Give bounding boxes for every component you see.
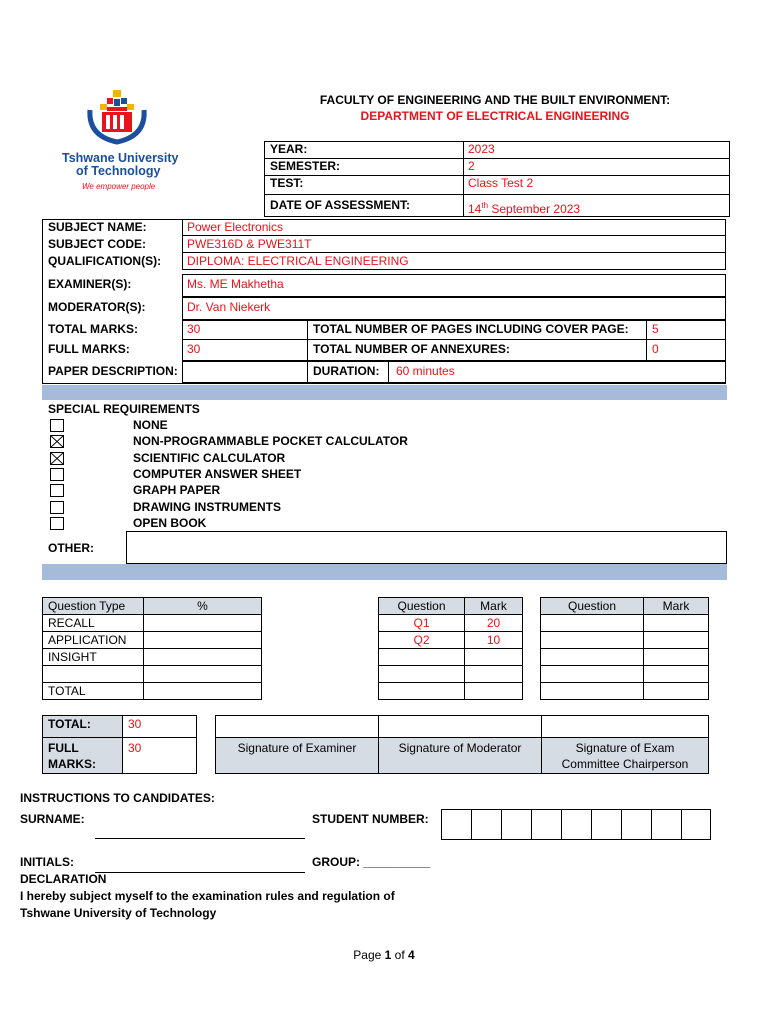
- requirement-checkbox[interactable]: [50, 484, 64, 497]
- initials-label: INITIALS:: [20, 855, 74, 869]
- semester-value: 2: [468, 159, 475, 173]
- logo-name-line2: of Technology: [76, 164, 161, 178]
- declaration-line-2: Tshwane University of Technology: [20, 906, 217, 920]
- examiner-signature-field[interactable]: [215, 715, 379, 738]
- pages-value: 5: [652, 322, 659, 336]
- requirement-checkbox[interactable]: [50, 435, 64, 448]
- other-input[interactable]: [126, 531, 727, 564]
- subject-code-value: PWE316D & PWE311T: [187, 237, 312, 251]
- student-number-boxes[interactable]: [441, 809, 711, 840]
- total-marks-label: TOTAL MARKS:: [48, 322, 138, 336]
- qtype-header-type: Question Type: [43, 598, 144, 615]
- year-value: 2023: [468, 142, 495, 156]
- question-type-table: [42, 597, 262, 700]
- requirements-title: SPECIAL REQUIREMENTS: [48, 402, 200, 416]
- qtype-total-value[interactable]: [144, 683, 262, 700]
- page-indicator: Page 1 of 4: [353, 948, 415, 962]
- totals-full-value: 30: [128, 741, 142, 755]
- qmark2-header-mark: Mark: [644, 598, 709, 615]
- subject-code-label: SUBJECT CODE:: [48, 237, 147, 251]
- student-number-label: STUDENT NUMBER:: [312, 812, 429, 826]
- test-value: Class Test 2: [468, 176, 534, 190]
- department-title: DEPARTMENT OF ELECTRICAL ENGINEERING: [360, 109, 630, 123]
- logo-tagline: We empower people: [82, 182, 156, 191]
- surname-input-line[interactable]: [95, 838, 305, 839]
- sig-chair-label-1: Signature of Exam: [575, 741, 675, 755]
- total-marks-value: 30: [187, 322, 201, 336]
- semester-label: SEMESTER:: [270, 159, 341, 173]
- duration-label: DURATION:: [313, 364, 380, 378]
- table-row: [541, 649, 709, 666]
- qmark-m2: 10: [465, 632, 523, 649]
- logo-name-line1: Tshwane University: [62, 151, 179, 165]
- qtype-insight: INSIGHT: [43, 649, 144, 666]
- x-mark-icon: [51, 453, 63, 464]
- requirement-checkbox[interactable]: [50, 419, 64, 432]
- qtype-application: APPLICATION: [43, 632, 144, 649]
- declaration-heading: DECLARATION: [20, 872, 107, 886]
- requirement-label: NONE: [133, 418, 168, 432]
- section-divider-2: [42, 564, 727, 580]
- totals-full-label-1: FULL: [48, 741, 79, 755]
- annexures-label: TOTAL NUMBER OF ANNEXURES:: [313, 342, 510, 356]
- date-label: DATE OF ASSESSMENT:: [270, 198, 411, 212]
- table-row: [541, 615, 709, 632]
- qtype-recall: RECALL: [43, 615, 144, 632]
- moderator-value: Dr. Van Niekerk: [187, 300, 271, 314]
- table-row: [379, 632, 523, 649]
- initials-input-line[interactable]: [95, 872, 305, 873]
- qmark2-header-question: Question: [541, 598, 644, 615]
- qmark-q1: Q1: [379, 615, 465, 632]
- annexures-value: 0: [652, 342, 659, 356]
- qtype-recall-value[interactable]: [144, 615, 262, 632]
- chair-signature-field[interactable]: [541, 715, 709, 738]
- table-row: [379, 683, 523, 700]
- table-row: [43, 615, 262, 632]
- table-row: [541, 632, 709, 649]
- requirement-label: SCIENTIFIC CALCULATOR: [133, 451, 286, 465]
- examiner-value: Ms. ME Makhetha: [187, 277, 284, 291]
- table-row: [43, 632, 262, 649]
- examiner-label: EXAMINER(S):: [48, 277, 132, 291]
- table-row: [379, 615, 523, 632]
- sig-chair-label-2: Committee Chairperson: [561, 757, 689, 771]
- requirement-label: OPEN BOOK: [133, 516, 207, 530]
- pages-label: TOTAL NUMBER OF PAGES INCLUDING COVER PAGE:: [313, 322, 629, 336]
- sig-moderator-label: Signature of Moderator: [398, 741, 522, 755]
- subject-name-value: Power Electronics: [187, 220, 284, 234]
- date-value: 14th September 2023: [468, 201, 581, 216]
- totals-total-label: TOTAL:: [48, 717, 91, 731]
- requirement-label: GRAPH PAPER: [133, 483, 221, 497]
- test-label: TEST:: [270, 176, 304, 190]
- year-label: YEAR:: [270, 142, 308, 156]
- totals-total-value: 30: [128, 717, 142, 731]
- subject-name-label: SUBJECT NAME:: [48, 220, 147, 234]
- qualification-value: DIPLOMA: ELECTRICAL ENGINEERING: [187, 254, 409, 268]
- totals-full-label-2: MARKS:: [48, 757, 96, 771]
- other-label: OTHER:: [48, 541, 94, 555]
- requirement-label: NON-PROGRAMMABLE POCKET CALCULATOR: [133, 434, 408, 448]
- section-divider-1: [42, 385, 727, 400]
- paper-description-label: PAPER DESCRIPTION:: [48, 364, 178, 378]
- declaration-line-1: I hereby subject myself to the examination rules and regulation of: [20, 889, 395, 903]
- requirement-checkbox[interactable]: [50, 501, 64, 514]
- duration-value: 60 minutes: [396, 364, 455, 378]
- qmark-m1: 20: [465, 615, 523, 632]
- table-row: [541, 666, 709, 683]
- group-label: GROUP: __________: [312, 855, 431, 869]
- table-row: [379, 598, 523, 615]
- table-row: [43, 666, 262, 683]
- table-row: [43, 649, 262, 666]
- moderator-signature-field[interactable]: [378, 715, 542, 738]
- qmark-q2: Q2: [379, 632, 465, 649]
- qmark-header-mark: Mark: [465, 598, 523, 615]
- table-row: [379, 649, 523, 666]
- moderator-label: MODERATOR(S):: [48, 300, 146, 314]
- table-row: [43, 598, 262, 615]
- qmark-header-question: Question: [379, 598, 465, 615]
- qtype-empty-value[interactable]: [144, 666, 262, 683]
- x-mark-icon: [51, 436, 63, 447]
- sig-examiner-label: Signature of Examiner: [237, 741, 357, 755]
- qtype-header-percent: %: [144, 598, 262, 615]
- requirement-label: DRAWING INSTRUMENTS: [133, 500, 281, 514]
- requirement-label: COMPUTER ANSWER SHEET: [133, 467, 302, 481]
- qtype-total: TOTAL: [43, 683, 144, 700]
- surname-label: SURNAME:: [20, 812, 85, 826]
- requirement-checkbox[interactable]: [50, 517, 64, 530]
- full-marks-value: 30: [187, 342, 201, 356]
- qtype-empty: [43, 666, 144, 683]
- instructions-heading: INSTRUCTIONS TO CANDIDATES:: [20, 791, 215, 805]
- table-row: [541, 598, 709, 615]
- question-mark-table-2: [540, 597, 709, 700]
- requirement-checkbox[interactable]: [50, 452, 64, 465]
- question-mark-table: [378, 597, 523, 700]
- table-row: [43, 683, 262, 700]
- faculty-title: FACULTY OF ENGINEERING AND THE BUILT ENVIRONMENT:: [319, 93, 671, 107]
- qtype-insight-value[interactable]: [144, 649, 262, 666]
- full-marks-label: FULL MARKS:: [48, 342, 130, 356]
- requirement-checkbox[interactable]: [50, 468, 64, 481]
- table-row: [379, 666, 523, 683]
- qtype-application-value[interactable]: [144, 632, 262, 649]
- table-row: [541, 683, 709, 700]
- qualification-label: QUALIFICATION(S):: [48, 254, 162, 268]
